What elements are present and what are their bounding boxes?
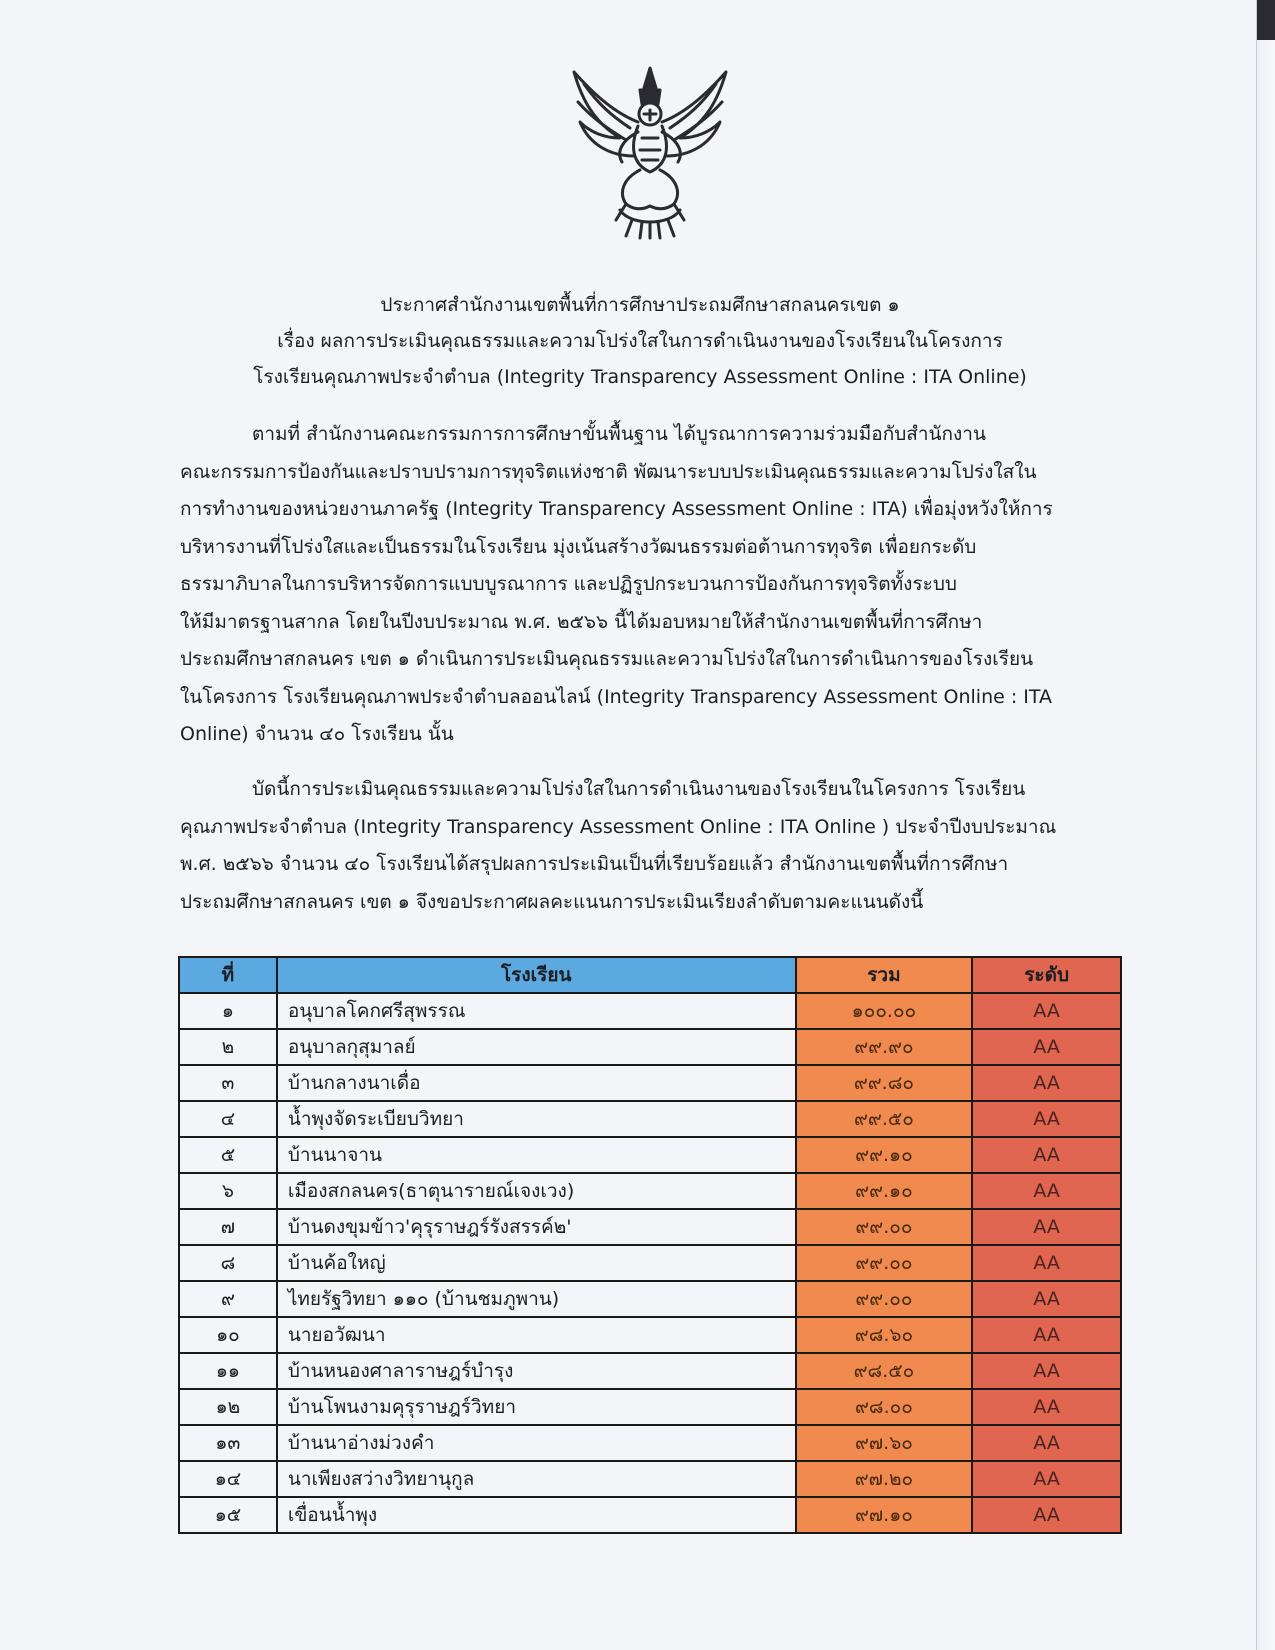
header-school: โรงเรียน	[277, 957, 796, 993]
row-no: ๔	[179, 1101, 277, 1137]
row-no: ๑๐	[179, 1317, 277, 1353]
row-level: AA	[972, 1389, 1121, 1425]
row-total: ๙๙.๐๐	[796, 1209, 973, 1245]
row-school: บ้านกลางนาเดื่อ	[277, 1065, 796, 1101]
table-row	[179, 1029, 1121, 1065]
table-row	[179, 1065, 1121, 1101]
row-no: ๑๔	[179, 1461, 277, 1497]
table-row	[179, 1137, 1121, 1173]
row-school: บ้านหนองศาลาราษฎร์บำรุง	[277, 1353, 796, 1389]
header-line-1: ประกาศสำนักงานเขตพื้นที่การศึกษาประถมศึกษาสกลนครเขต ๑	[380, 294, 900, 316]
paragraph-line: ประถมศึกษาสกลนคร เขต ๑ จึงขอประกาศผลคะแนนการประเมินเรียงลำดับตามคะแนนดังนี้	[180, 890, 924, 913]
row-no: ๙	[179, 1281, 277, 1317]
row-school: เมืองสกลนคร(ธาตุนารายณ์เจงเวง)	[277, 1173, 796, 1209]
paragraph-background	[180, 416, 1120, 754]
paragraph-line: บัดนี้การประเมินคุณธรรมและความโปร่งใสในการดำเนินงานของโรงเรียนในโครงการ โรงเรียน	[252, 778, 1026, 800]
table-row	[179, 1353, 1121, 1389]
page-edge	[1256, 0, 1275, 1650]
table-row	[179, 1281, 1121, 1317]
header-no: ที่	[179, 957, 277, 993]
table-row	[179, 1245, 1121, 1281]
row-total: ๙๗.๑๐	[796, 1497, 973, 1533]
row-no: ๘	[179, 1245, 277, 1281]
table-row	[179, 1173, 1121, 1209]
table-row	[179, 1209, 1121, 1245]
paragraph-line: ในโครงการ โรงเรียนคุณภาพประจำตำบลออนไลน์ (Integrity Transparency Assessment Online : ITA	[180, 685, 1053, 708]
row-total: ๑๐๐.๐๐	[796, 993, 973, 1029]
paragraph-line: ให้มีมาตรฐานสากล โดยในปีงบประมาณ พ.ศ. ๒๕๖๖ นี้ได้มอบหมายให้สำนักงานเขตพื้นที่การศึกษา	[180, 610, 983, 633]
row-total: ๙๙.๕๐	[796, 1101, 973, 1137]
row-school: ไทยรัฐวิทยา ๑๑๐ (บ้านชมภูพาน)	[277, 1281, 796, 1317]
row-no: ๗	[179, 1209, 277, 1245]
paragraph-results-intro	[180, 771, 1120, 921]
table-row	[179, 1389, 1121, 1425]
row-level: AA	[972, 1425, 1121, 1461]
row-no: ๒	[179, 1029, 277, 1065]
paragraph-line: พ.ศ. ๒๕๖๖ จำนวน ๔๐ โรงเรียนได้สรุปผลการประเมินเป็นที่เรียบร้อยแล้ว สำนักงานเขตพื้นที่การศึกษา	[180, 853, 1009, 875]
paragraph-line: ตามที่ สำนักงานคณะกรรมการการศึกษาขั้นพื้นฐาน ได้บูรณาการความร่วมมือกับสำนักงาน	[252, 423, 986, 445]
row-no: ๑๓	[179, 1425, 277, 1461]
table-row	[179, 1461, 1121, 1497]
row-level: AA	[972, 1497, 1121, 1533]
paragraph-line: คณะกรรมการป้องกันและปราบปรามการทุจริตแห่งชาติ พัฒนาระบบประเมินคุณธรรมและความโปร่งใสใน	[180, 460, 1037, 483]
row-no: ๑๑	[179, 1353, 277, 1389]
row-total: ๙๘.๕๐	[796, 1353, 973, 1389]
header-line-3: โรงเรียนคุณภาพประจำตำบล (Integrity Transparency Assessment Online : ITA Online)	[253, 366, 1027, 388]
row-school: นายอวัฒนา	[277, 1317, 796, 1353]
table-row	[179, 1497, 1121, 1533]
row-level: AA	[972, 1461, 1121, 1497]
row-total: ๙๙.๘๐	[796, 1065, 973, 1101]
row-school: บ้านนาจาน	[277, 1137, 796, 1173]
row-level: AA	[972, 1173, 1121, 1209]
table-row	[179, 1425, 1121, 1461]
row-school: นาเพียงสว่างวิทยานุกูล	[277, 1461, 796, 1497]
page-edge-tab	[1257, 0, 1275, 40]
row-level: AA	[972, 1065, 1121, 1101]
row-level: AA	[972, 1317, 1121, 1353]
row-level: AA	[972, 1281, 1121, 1317]
row-level: AA	[972, 1029, 1121, 1065]
row-total: ๙๙.๑๐	[796, 1137, 973, 1173]
row-school: น้ำพุงจัดระเบียบวิทยา	[277, 1101, 796, 1137]
row-school: บ้านโพนงามคุรุราษฎร์วิทยา	[277, 1389, 796, 1425]
garuda-emblem-icon	[560, 60, 740, 240]
paragraph-line: ประถมศึกษาสกลนคร เขต ๑ ดำเนินการประเมินคุณธรรมและความโปร่งใสในการดำเนินการของโรงเรียน	[180, 648, 1034, 670]
paragraph-line: ธรรมาภิบาลในการบริหารจัดการแบบบูรณาการ และปฏิรูปกระบวนการป้องกันการทุจริตทั้งระบบ	[180, 573, 957, 595]
header-level: ระดับ	[972, 957, 1121, 993]
row-total: ๙๗.๖๐	[796, 1425, 973, 1461]
row-no: ๑๕	[179, 1497, 277, 1533]
row-total: ๙๙.๙๐	[796, 1029, 973, 1065]
row-total: ๙๙.๑๐	[796, 1173, 973, 1209]
row-school: อนุบาลโคกศรีสุพรรณ	[277, 993, 796, 1029]
row-level: AA	[972, 1137, 1121, 1173]
paragraph-line: บริหารงานที่โปร่งใสและเป็นธรรมในโรงเรียน มุ่งเน้นสร้างวัฒนธรรมต่อต้านการทุจริต เพื่อยกระดับ	[180, 535, 977, 558]
announcement-header	[150, 287, 1130, 395]
row-total: ๙๙.๐๐	[796, 1245, 973, 1281]
row-level: AA	[972, 1245, 1121, 1281]
row-no: ๓	[179, 1065, 277, 1101]
header-total: รวม	[796, 957, 973, 993]
row-school: บ้านดงขุมข้าว'คุรุราษฎร์รังสรรค์๒'	[277, 1209, 796, 1245]
table-row	[179, 1317, 1121, 1353]
row-school: เขื่อนน้ำพุง	[277, 1497, 796, 1533]
row-level: AA	[972, 993, 1121, 1029]
row-total: ๙๗.๒๐	[796, 1461, 973, 1497]
header-line-2: เรื่อง ผลการประเมินคุณธรรมและความโปร่งใสในการดำเนินงานของโรงเรียนในโครงการ	[277, 330, 1003, 352]
row-total: ๙๘.๐๐	[796, 1389, 973, 1425]
row-no: ๖	[179, 1173, 277, 1209]
row-no: ๑	[179, 993, 277, 1029]
table-row	[179, 1101, 1121, 1137]
table-row	[179, 993, 1121, 1029]
row-no: ๑๒	[179, 1389, 277, 1425]
results-table	[178, 956, 1122, 1534]
paragraph-line: คุณภาพประจำตำบล (Integrity Transparency Assessment Online : ITA Online ) ประจำปีงบประมาณ	[180, 815, 1057, 838]
row-no: ๕	[179, 1137, 277, 1173]
row-level: AA	[972, 1101, 1121, 1137]
paragraph-line: การทำงานของหน่วยงานภาครัฐ (Integrity Transparency Assessment Online : ITA) เพื่อมุ่งหวังให้การ	[180, 498, 1053, 520]
row-school: บ้านนาอ่างม่วงคำ	[277, 1425, 796, 1461]
row-total: ๙๙.๐๐	[796, 1281, 973, 1317]
row-school: บ้านค้อใหญ่	[277, 1245, 796, 1281]
row-level: AA	[972, 1353, 1121, 1389]
row-level: AA	[972, 1209, 1121, 1245]
paragraph-line: Online) จำนวน ๔๐ โรงเรียน นั้น	[180, 723, 454, 745]
row-total: ๙๘.๖๐	[796, 1317, 973, 1353]
row-school: อนุบาลกุสุมาลย์	[277, 1029, 796, 1065]
table-header-row	[179, 957, 1121, 993]
